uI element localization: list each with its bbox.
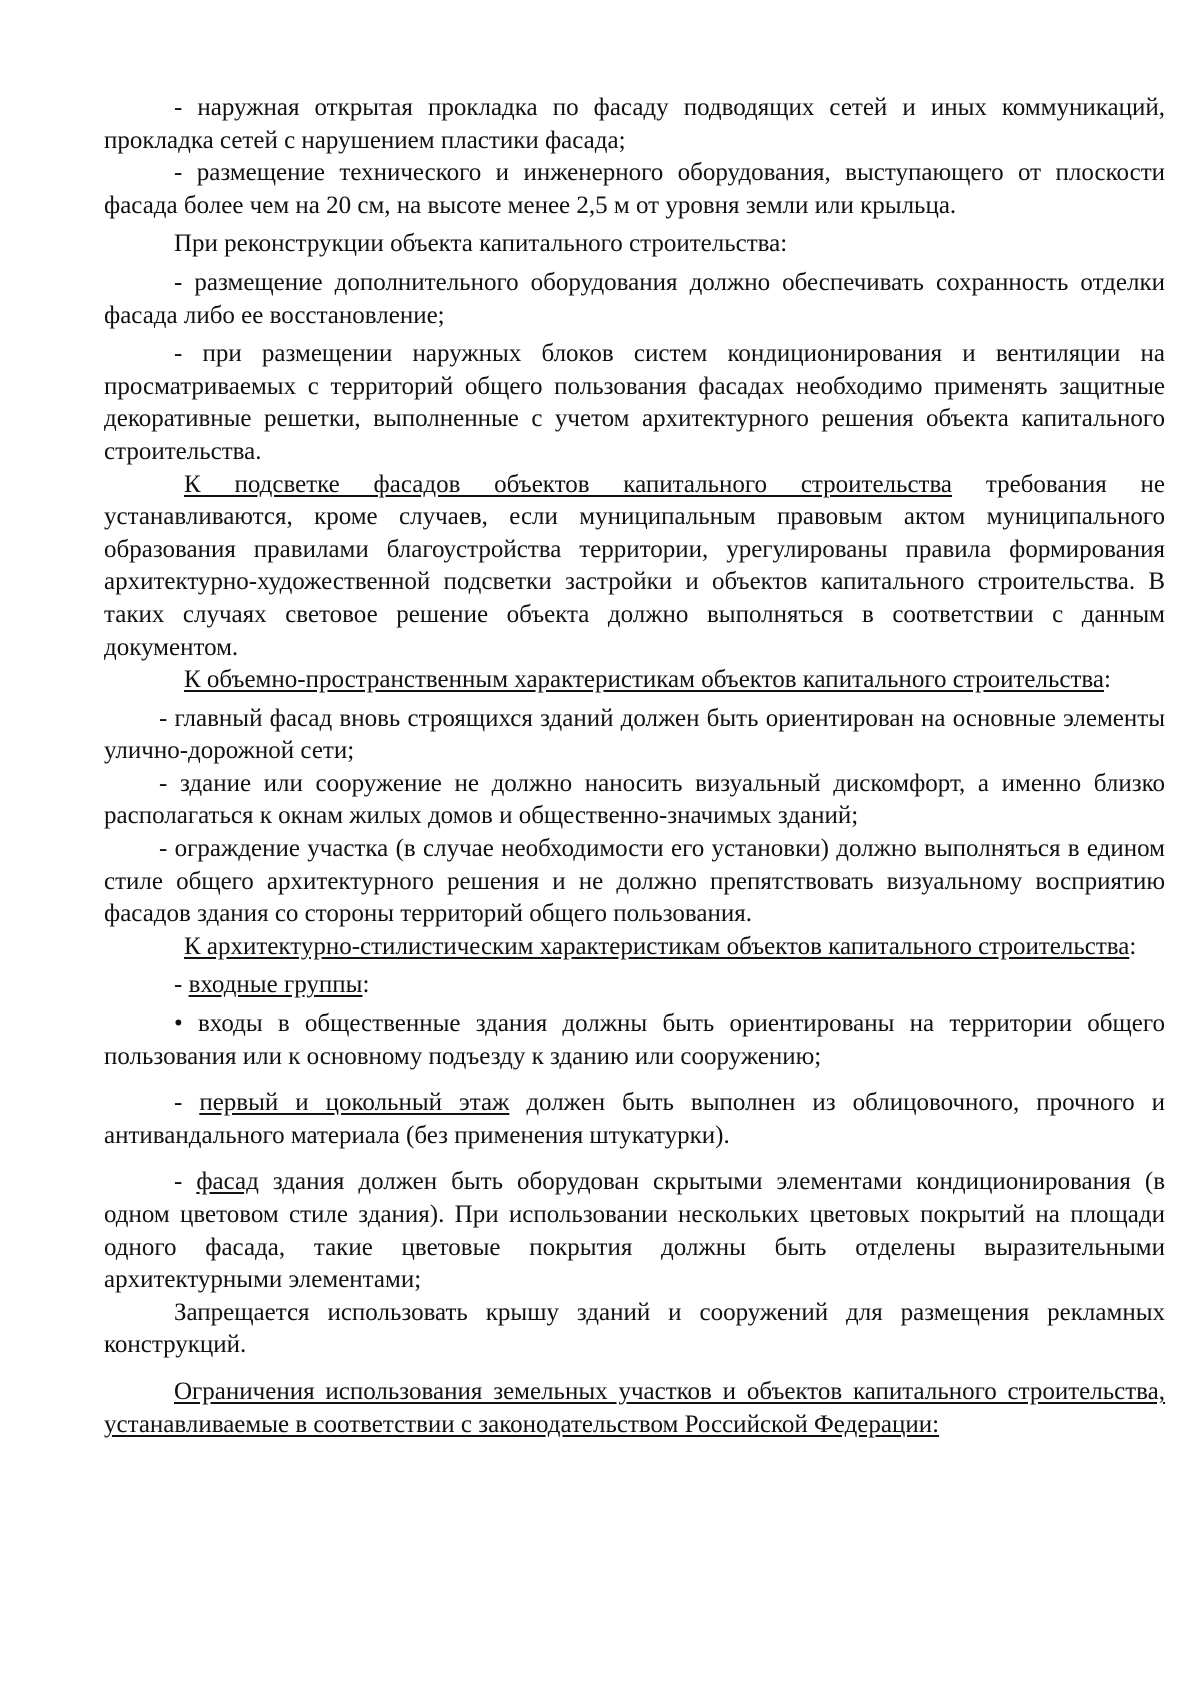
paragraph-10: [104, 833, 1165, 931]
paragraph-lead: -: [174, 971, 189, 999]
underlined-heading: К объемно-пространственным характеристикам объектов капитального строительства: [184, 666, 1104, 694]
paragraph-text: здания должен быть оборудован скрытыми элементами кондиционирования (в одном цветовом стиле здания). При использовании нескольких цветовых покрытий на площади одного фасада, такие цветовые покрытия должны быть отделены выразительными архитектурными элементами;: [104, 1168, 1165, 1294]
paragraph-text: При реконструкции объекта капитального строительства:: [174, 230, 788, 258]
paragraph-3: [104, 228, 1165, 261]
paragraph-text: - здание или сооружение не должно наносить визуальный дискомфорт, а именно близко располагаться к окнам жилых домов и общественно-значимых зданий;: [104, 769, 1165, 830]
paragraph-1: [104, 92, 1165, 157]
paragraph-2: [104, 157, 1165, 222]
underlined-heading: Ограничения использования земельных участков и объектов капитального строительства, устанавливаемые в соответствии с законодательством Российской Федерации:: [104, 1377, 1165, 1438]
underlined-heading: К архитектурно-стилистическим характеристикам объектов капитального строительства: [184, 932, 1130, 960]
paragraph-text: - размещение технического и инженерного оборудования, выступающего от плоскости фасада более чем на 20 см, на высоте менее 2,5 м от уровня земли или крыльца.: [104, 159, 1165, 219]
paragraph-16: [104, 1297, 1165, 1362]
paragraph-text: Запрещается использовать крышу зданий и сооружений для размещения рекламных конструкций.: [104, 1298, 1165, 1359]
paragraph-12: [104, 969, 1165, 1002]
paragraph-14: [104, 1087, 1165, 1152]
paragraph-17: [104, 1376, 1165, 1441]
paragraph-text: - при размещении наружных блоков систем кондиционирования и вентиляции на просматриваемых с территорий общего пользования фасадах необходимо применять защитные декоративные решетки, выполненные с учетом архитектурного решения объекта капитального строительства.: [104, 340, 1165, 465]
paragraph-15: [104, 1166, 1165, 1296]
paragraph-11: [104, 931, 1165, 964]
paragraph-13: [104, 1008, 1165, 1073]
document-page: [104, 92, 1165, 1441]
paragraph-text: должен быть выполнен из облицовочного, прочного и антивандального материала (без применения штукатурки).: [104, 1089, 1165, 1149]
paragraph-text: :: [1129, 932, 1137, 960]
paragraph-9: [104, 768, 1165, 833]
paragraph-lead: -: [174, 1089, 200, 1117]
paragraph-lead: -: [174, 1168, 197, 1196]
paragraph-text: - наружная открытая прокладка по фасаду подводящих сетей и иных коммуникаций, прокладка сетей с нарушением пластики фасада;: [104, 94, 1165, 154]
underlined-heading: первый и цокольный этаж: [199, 1089, 510, 1117]
paragraph-8: [104, 703, 1165, 768]
paragraph-text: - ограждение участка (в случае необходимости его установки) должно выполняться в едином стиле общего архитектурного решения и не должно препятствовать визуальному восприятию фасадов здания со стороны территорий общего пользования.: [104, 835, 1165, 928]
underlined-heading: входные группы: [188, 971, 363, 999]
paragraph-text: - размещение дополнительного оборудования должно обеспечивать сохранность отделки фасада либо ее восстановление;: [104, 268, 1165, 329]
paragraph-text: требования не устанавливаются, кроме случаев, если муниципальным правовым актом муниципального образования правилами благоустройства территории, урегулированы правила формирования архитектурно-художественной подсветки застройки и объектов капитального строительства. В таких случаях световое решение объекта должно выполняться в соответствии с данным документом.: [104, 470, 1165, 661]
paragraph-6: [104, 469, 1165, 665]
paragraph-text: :: [1103, 666, 1111, 694]
paragraph-text: • входы в общественные здания должны быть ориентированы на территории общего пользования или к основному подъезду к зданию или сооружению;: [104, 1010, 1165, 1070]
paragraph-4: [104, 267, 1165, 332]
paragraph-text: :: [362, 971, 370, 999]
paragraph-text: - главный фасад вновь строящихся зданий должен быть ориентирован на основные элементы улично-дорожной сети;: [104, 704, 1165, 765]
paragraph-5: [104, 338, 1165, 468]
underlined-heading: К подсветке фасадов объектов капитального строительства: [184, 470, 953, 498]
underlined-heading: фасад: [196, 1168, 259, 1196]
paragraph-7: [104, 664, 1165, 697]
